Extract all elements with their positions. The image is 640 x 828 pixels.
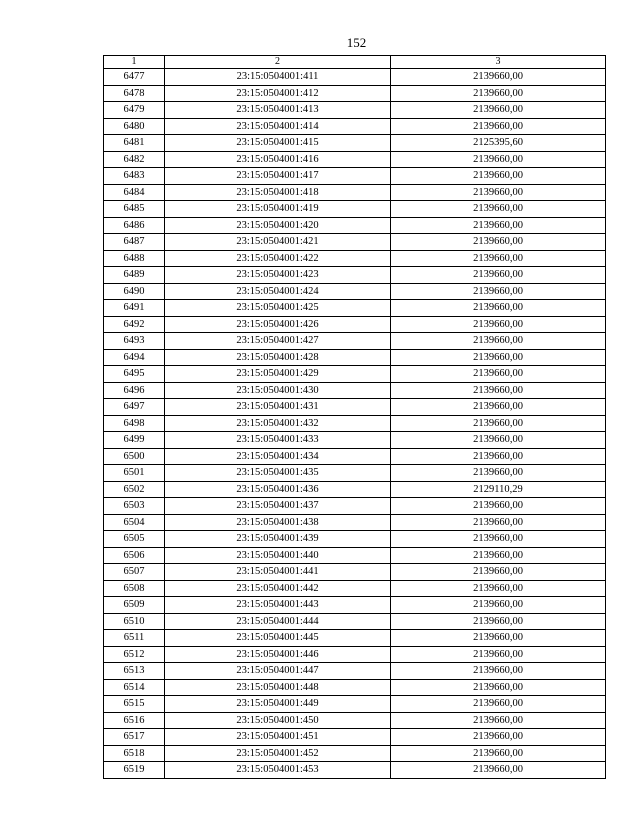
value-cell: 2139660,00 bbox=[391, 102, 606, 119]
value-cell: 2139660,00 bbox=[391, 349, 606, 366]
row-number-cell: 6510 bbox=[104, 613, 165, 630]
table-row bbox=[104, 465, 606, 482]
cadastral-number-cell: 23:15:0504001:413 bbox=[165, 102, 391, 119]
row-number-cell: 6490 bbox=[104, 283, 165, 300]
table-row bbox=[104, 646, 606, 663]
table-row bbox=[104, 201, 606, 218]
table-row bbox=[104, 382, 606, 399]
cadastral-number-cell: 23:15:0504001:435 bbox=[165, 465, 391, 482]
row-number-cell: 6481 bbox=[104, 135, 165, 152]
value-cell: 2139660,00 bbox=[391, 250, 606, 267]
row-number-cell: 6519 bbox=[104, 762, 165, 779]
column-header-1: 1 bbox=[104, 56, 165, 69]
cadastral-number-cell: 23:15:0504001:430 bbox=[165, 382, 391, 399]
value-cell: 2139660,00 bbox=[391, 168, 606, 185]
value-cell: 2139660,00 bbox=[391, 300, 606, 317]
value-cell: 2139660,00 bbox=[391, 85, 606, 102]
value-cell: 2139660,00 bbox=[391, 333, 606, 350]
cadastral-number-cell: 23:15:0504001:415 bbox=[165, 135, 391, 152]
value-cell: 2139660,00 bbox=[391, 580, 606, 597]
page-number: 152 bbox=[346, 35, 367, 50]
row-number-cell: 6479 bbox=[104, 102, 165, 119]
row-number-cell: 6512 bbox=[104, 646, 165, 663]
cadastral-number-cell: 23:15:0504001:429 bbox=[165, 366, 391, 383]
value-cell: 2129110,29 bbox=[391, 481, 606, 498]
row-number-cell: 6478 bbox=[104, 85, 165, 102]
column-header-3: 3 bbox=[391, 56, 606, 69]
value-cell: 2125395,60 bbox=[391, 135, 606, 152]
table-row bbox=[104, 366, 606, 383]
cadastral-number-cell: 23:15:0504001:417 bbox=[165, 168, 391, 185]
table-row bbox=[104, 448, 606, 465]
row-number-cell: 6503 bbox=[104, 498, 165, 515]
row-number-cell: 6515 bbox=[104, 696, 165, 713]
row-number-cell: 6502 bbox=[104, 481, 165, 498]
cadastral-number-cell: 23:15:0504001:440 bbox=[165, 547, 391, 564]
table-row bbox=[104, 564, 606, 581]
cadastral-number-cell: 23:15:0504001:418 bbox=[165, 184, 391, 201]
row-number-cell: 6487 bbox=[104, 234, 165, 251]
cadastral-number-cell: 23:15:0504001:453 bbox=[165, 762, 391, 779]
table-row bbox=[104, 580, 606, 597]
value-cell: 2139660,00 bbox=[391, 217, 606, 234]
row-number-cell: 6492 bbox=[104, 316, 165, 333]
cadastral-number-cell: 23:15:0504001:449 bbox=[165, 696, 391, 713]
row-number-cell: 6489 bbox=[104, 267, 165, 284]
table-row bbox=[104, 630, 606, 647]
row-number-cell: 6488 bbox=[104, 250, 165, 267]
row-number-cell: 6477 bbox=[104, 69, 165, 86]
table-row bbox=[104, 679, 606, 696]
value-cell: 2139660,00 bbox=[391, 613, 606, 630]
cadastral-number-cell: 23:15:0504001:412 bbox=[165, 85, 391, 102]
row-number-cell: 6485 bbox=[104, 201, 165, 218]
value-cell: 2139660,00 bbox=[391, 679, 606, 696]
cadastral-number-cell: 23:15:0504001:422 bbox=[165, 250, 391, 267]
value-cell: 2139660,00 bbox=[391, 283, 606, 300]
table-row bbox=[104, 531, 606, 548]
row-number-cell: 6509 bbox=[104, 597, 165, 614]
cadastral-number-cell: 23:15:0504001:446 bbox=[165, 646, 391, 663]
value-cell: 2139660,00 bbox=[391, 597, 606, 614]
row-number-cell: 6493 bbox=[104, 333, 165, 350]
table-row bbox=[104, 300, 606, 317]
cadastral-number-cell: 23:15:0504001:444 bbox=[165, 613, 391, 630]
table-row bbox=[104, 696, 606, 713]
cadastral-number-cell: 23:15:0504001:433 bbox=[165, 432, 391, 449]
row-number-cell: 6518 bbox=[104, 745, 165, 762]
value-cell: 2139660,00 bbox=[391, 465, 606, 482]
row-number-cell: 6494 bbox=[104, 349, 165, 366]
value-cell: 2139660,00 bbox=[391, 762, 606, 779]
table-row bbox=[104, 712, 606, 729]
cadastral-number-cell: 23:15:0504001:419 bbox=[165, 201, 391, 218]
value-cell: 2139660,00 bbox=[391, 696, 606, 713]
table-row bbox=[104, 597, 606, 614]
cadastral-number-cell: 23:15:0504001:424 bbox=[165, 283, 391, 300]
cadastral-number-cell: 23:15:0504001:420 bbox=[165, 217, 391, 234]
cadastral-number-cell: 23:15:0504001:448 bbox=[165, 679, 391, 696]
row-number-cell: 6505 bbox=[104, 531, 165, 548]
cadastral-number-cell: 23:15:0504001:436 bbox=[165, 481, 391, 498]
header-row bbox=[104, 56, 606, 69]
value-cell: 2139660,00 bbox=[391, 712, 606, 729]
cadastral-number-cell: 23:15:0504001:441 bbox=[165, 564, 391, 581]
table-row bbox=[104, 399, 606, 416]
row-number-cell: 6486 bbox=[104, 217, 165, 234]
value-cell: 2139660,00 bbox=[391, 448, 606, 465]
table-row bbox=[104, 102, 606, 119]
row-number-cell: 6495 bbox=[104, 366, 165, 383]
cadastral-number-cell: 23:15:0504001:425 bbox=[165, 300, 391, 317]
table-row bbox=[104, 481, 606, 498]
row-number-cell: 6484 bbox=[104, 184, 165, 201]
value-cell: 2139660,00 bbox=[391, 745, 606, 762]
cadastral-number-cell: 23:15:0504001:451 bbox=[165, 729, 391, 746]
row-number-cell: 6516 bbox=[104, 712, 165, 729]
value-cell: 2139660,00 bbox=[391, 547, 606, 564]
cadastral-number-cell: 23:15:0504001:442 bbox=[165, 580, 391, 597]
table-row bbox=[104, 514, 606, 531]
table-row bbox=[104, 613, 606, 630]
table-row bbox=[104, 250, 606, 267]
table-body bbox=[104, 69, 606, 779]
registry-table bbox=[103, 55, 606, 779]
table-row bbox=[104, 85, 606, 102]
table-row bbox=[104, 217, 606, 234]
value-cell: 2139660,00 bbox=[391, 69, 606, 86]
table-row bbox=[104, 267, 606, 284]
table-row bbox=[104, 283, 606, 300]
cadastral-number-cell: 23:15:0504001:414 bbox=[165, 118, 391, 135]
cadastral-number-cell: 23:15:0504001:452 bbox=[165, 745, 391, 762]
value-cell: 2139660,00 bbox=[391, 564, 606, 581]
row-number-cell: 6496 bbox=[104, 382, 165, 399]
row-number-cell: 6506 bbox=[104, 547, 165, 564]
column-header-2: 2 bbox=[165, 56, 391, 69]
row-number-cell: 6500 bbox=[104, 448, 165, 465]
table-row bbox=[104, 234, 606, 251]
row-number-cell: 6511 bbox=[104, 630, 165, 647]
row-number-cell: 6482 bbox=[104, 151, 165, 168]
value-cell: 2139660,00 bbox=[391, 234, 606, 251]
cadastral-number-cell: 23:15:0504001:423 bbox=[165, 267, 391, 284]
cadastral-number-cell: 23:15:0504001:428 bbox=[165, 349, 391, 366]
value-cell: 2139660,00 bbox=[391, 663, 606, 680]
cadastral-number-cell: 23:15:0504001:431 bbox=[165, 399, 391, 416]
value-cell: 2139660,00 bbox=[391, 399, 606, 416]
cadastral-number-cell: 23:15:0504001:450 bbox=[165, 712, 391, 729]
value-cell: 2139660,00 bbox=[391, 432, 606, 449]
row-number-cell: 6513 bbox=[104, 663, 165, 680]
cadastral-number-cell: 23:15:0504001:421 bbox=[165, 234, 391, 251]
table-row bbox=[104, 316, 606, 333]
table-row bbox=[104, 349, 606, 366]
cadastral-number-cell: 23:15:0504001:447 bbox=[165, 663, 391, 680]
value-cell: 2139660,00 bbox=[391, 366, 606, 383]
table-row bbox=[104, 547, 606, 564]
value-cell: 2139660,00 bbox=[391, 201, 606, 218]
table-row bbox=[104, 184, 606, 201]
value-cell: 2139660,00 bbox=[391, 498, 606, 515]
value-cell: 2139660,00 bbox=[391, 630, 606, 647]
cadastral-number-cell: 23:15:0504001:438 bbox=[165, 514, 391, 531]
cadastral-number-cell: 23:15:0504001:427 bbox=[165, 333, 391, 350]
table-row bbox=[104, 151, 606, 168]
value-cell: 2139660,00 bbox=[391, 316, 606, 333]
cadastral-number-cell: 23:15:0504001:434 bbox=[165, 448, 391, 465]
value-cell: 2139660,00 bbox=[391, 118, 606, 135]
table-row bbox=[104, 432, 606, 449]
table-row bbox=[104, 663, 606, 680]
row-number-cell: 6517 bbox=[104, 729, 165, 746]
table-row bbox=[104, 498, 606, 515]
cadastral-number-cell: 23:15:0504001:411 bbox=[165, 69, 391, 86]
cadastral-number-cell: 23:15:0504001:443 bbox=[165, 597, 391, 614]
cadastral-number-cell: 23:15:0504001:432 bbox=[165, 415, 391, 432]
table-row bbox=[104, 168, 606, 185]
row-number-cell: 6499 bbox=[104, 432, 165, 449]
value-cell: 2139660,00 bbox=[391, 184, 606, 201]
table-row bbox=[104, 69, 606, 86]
table-row bbox=[104, 118, 606, 135]
table-row bbox=[104, 135, 606, 152]
table-row bbox=[104, 745, 606, 762]
value-cell: 2139660,00 bbox=[391, 151, 606, 168]
table-row bbox=[104, 333, 606, 350]
value-cell: 2139660,00 bbox=[391, 514, 606, 531]
row-number-cell: 6498 bbox=[104, 415, 165, 432]
row-number-cell: 6480 bbox=[104, 118, 165, 135]
cadastral-number-cell: 23:15:0504001:416 bbox=[165, 151, 391, 168]
value-cell: 2139660,00 bbox=[391, 267, 606, 284]
cadastral-number-cell: 23:15:0504001:445 bbox=[165, 630, 391, 647]
table-row bbox=[104, 415, 606, 432]
row-number-cell: 6514 bbox=[104, 679, 165, 696]
cadastral-number-cell: 23:15:0504001:437 bbox=[165, 498, 391, 515]
value-cell: 2139660,00 bbox=[391, 382, 606, 399]
row-number-cell: 6508 bbox=[104, 580, 165, 597]
row-number-cell: 6507 bbox=[104, 564, 165, 581]
row-number-cell: 6504 bbox=[104, 514, 165, 531]
table-row bbox=[104, 729, 606, 746]
table-row bbox=[104, 762, 606, 779]
row-number-cell: 6501 bbox=[104, 465, 165, 482]
cadastral-number-cell: 23:15:0504001:426 bbox=[165, 316, 391, 333]
table-header bbox=[104, 56, 606, 69]
row-number-cell: 6497 bbox=[104, 399, 165, 416]
cadastral-number-cell: 23:15:0504001:439 bbox=[165, 531, 391, 548]
row-number-cell: 6483 bbox=[104, 168, 165, 185]
row-number-cell: 6491 bbox=[104, 300, 165, 317]
value-cell: 2139660,00 bbox=[391, 729, 606, 746]
value-cell: 2139660,00 bbox=[391, 646, 606, 663]
value-cell: 2139660,00 bbox=[391, 415, 606, 432]
value-cell: 2139660,00 bbox=[391, 531, 606, 548]
